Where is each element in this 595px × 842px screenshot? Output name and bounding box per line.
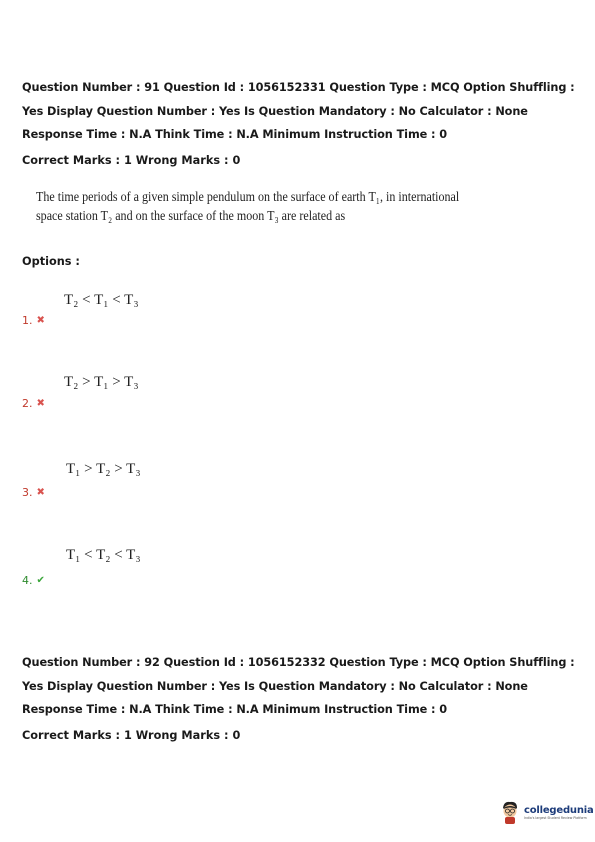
option-number: 3. xyxy=(22,486,33,499)
options-heading: Options : xyxy=(22,255,80,268)
question-text-line: space station T₂ and on the surface of the moon T₃ are related as xyxy=(36,209,346,224)
question-92-marks: Correct Marks : 1 Wrong Marks : 0 xyxy=(22,729,241,742)
option-number: 2. xyxy=(22,397,33,410)
option-2-number xyxy=(22,397,45,410)
option-4-expression: T₁ < T₂ < T₃ xyxy=(66,547,141,563)
collegedunia-logo xyxy=(500,800,594,824)
option-3-number xyxy=(22,486,45,499)
option-number: 4. xyxy=(22,574,33,587)
question-91-meta: Question Number : 91 Question Id : 1056152331 Question Type : MCQ Option Shuffling : Yes Display Question Number : Yes Is Question Mandatory : No Calculator : None Response Time : N.A Think Time : N.A Minimum Instruction Time : 0 xyxy=(22,81,575,141)
option-3-expression: T₁ > T₂ > T₃ xyxy=(66,461,141,477)
option-1-expression: T₂ < T₁ < T₃ xyxy=(64,292,139,308)
mascot-icon xyxy=(500,800,520,824)
logo-tagline: India's largest Student Review Platform xyxy=(524,815,587,820)
question-91-text xyxy=(36,188,460,226)
logo-name: collegedunia xyxy=(524,804,594,816)
cross-icon: ✖ xyxy=(36,314,45,326)
option-4-number xyxy=(22,574,45,587)
option-2-expression: T₂ > T₁ > T₃ xyxy=(64,374,139,390)
option-number: 1. xyxy=(22,314,33,327)
question-92-meta: Question Number : 92 Question Id : 1056152332 Question Type : MCQ Option Shuffling : Yes Display Question Number : Yes Is Question Mandatory : No Calculator : None Response Time : N.A Think Time : N.A Minimum Instruction Time : 0 xyxy=(22,656,575,716)
option-1-number xyxy=(22,314,45,327)
cross-icon: ✖ xyxy=(36,486,45,498)
cross-icon: ✖ xyxy=(36,397,45,409)
question-text-line: The time periods of a given simple pendulum on the surface of earth T₁, in international xyxy=(36,190,460,205)
check-icon: ✔ xyxy=(36,574,45,586)
question-91-marks: Correct Marks : 1 Wrong Marks : 0 xyxy=(22,154,241,167)
